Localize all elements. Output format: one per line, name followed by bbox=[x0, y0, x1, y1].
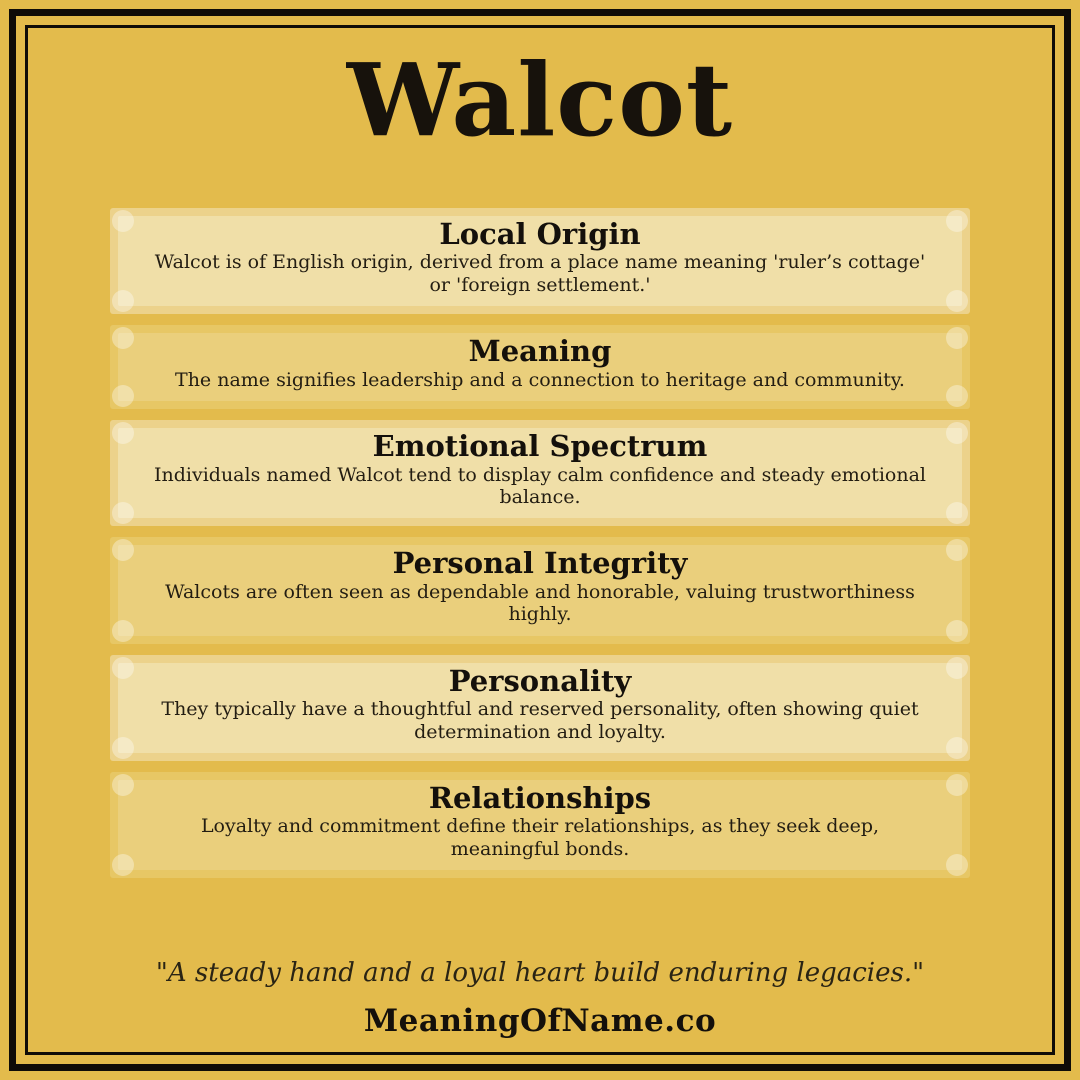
corner-rivet-icon bbox=[112, 854, 134, 876]
corner-rivet-icon bbox=[946, 774, 968, 796]
corner-rivet-icon bbox=[112, 290, 134, 312]
corner-rivet-icon bbox=[946, 290, 968, 312]
corner-rivet-icon bbox=[946, 620, 968, 642]
section-panel bbox=[118, 333, 962, 401]
corner-rivet-icon bbox=[946, 422, 968, 444]
corner-rivet-icon bbox=[112, 210, 134, 232]
corner-rivet-icon bbox=[112, 774, 134, 796]
quote-text: "A steady hand and a loyal heart build enduring legacies." bbox=[155, 958, 925, 989]
corner-rivet-icon bbox=[946, 210, 968, 232]
section-panel bbox=[118, 545, 962, 635]
corner-rivet-icon bbox=[112, 657, 134, 679]
corner-rivet-icon bbox=[112, 422, 134, 444]
section-body: They typically have a thoughtful and reserved personality, often showing quiet determination and loyalty. bbox=[161, 698, 919, 743]
section-heading: Meaning bbox=[468, 334, 612, 369]
section-card bbox=[110, 655, 970, 761]
corner-rivet-icon bbox=[946, 539, 968, 561]
corner-rivet-icon bbox=[946, 657, 968, 679]
section-panel bbox=[118, 216, 962, 306]
brand-name: MeaningOfName.co bbox=[363, 1003, 717, 1040]
section-panel bbox=[118, 428, 962, 518]
section-panel bbox=[118, 663, 962, 753]
section-card bbox=[110, 208, 970, 314]
corner-rivet-icon bbox=[946, 854, 968, 876]
section-body: Individuals named Walcot tend to display calm confidence and steady emotional balance. bbox=[153, 463, 927, 509]
section-heading: Personal Integrity bbox=[392, 546, 688, 581]
page-title: Walcot bbox=[346, 41, 734, 159]
section-heading: Emotional Spectrum bbox=[372, 429, 708, 464]
corner-rivet-icon bbox=[946, 737, 968, 759]
section-body: The name signifies leadership and a connection to heritage and community. bbox=[175, 368, 905, 391]
section-card bbox=[110, 420, 970, 526]
section-heading: Local Origin bbox=[439, 217, 641, 251]
corner-rivet-icon bbox=[112, 385, 134, 407]
corner-rivet-icon bbox=[946, 385, 968, 407]
section-body: Loyalty and commitment define their relationships, as they seek deep, meaningful bonds. bbox=[200, 815, 880, 860]
section-card bbox=[110, 325, 970, 409]
corner-rivet-icon bbox=[112, 737, 134, 759]
corner-rivet-icon bbox=[112, 502, 134, 524]
section-body: Walcots are often seen as dependable and honorable, valuing trustworthiness highly. bbox=[165, 580, 915, 626]
section-card bbox=[110, 537, 970, 643]
corner-rivet-icon bbox=[946, 502, 968, 524]
sections-list bbox=[110, 208, 970, 878]
corner-rivet-icon bbox=[112, 620, 134, 642]
poster-content bbox=[28, 28, 1052, 1052]
section-card bbox=[110, 772, 970, 878]
section-body: Walcot is of English origin, derived from a place name meaning 'ruler’s cottage' or 'foreign settlement.' bbox=[154, 251, 926, 296]
section-heading: Relationships bbox=[428, 781, 652, 815]
corner-rivet-icon bbox=[946, 327, 968, 349]
section-panel bbox=[118, 780, 962, 870]
section-heading: Personality bbox=[448, 663, 632, 698]
